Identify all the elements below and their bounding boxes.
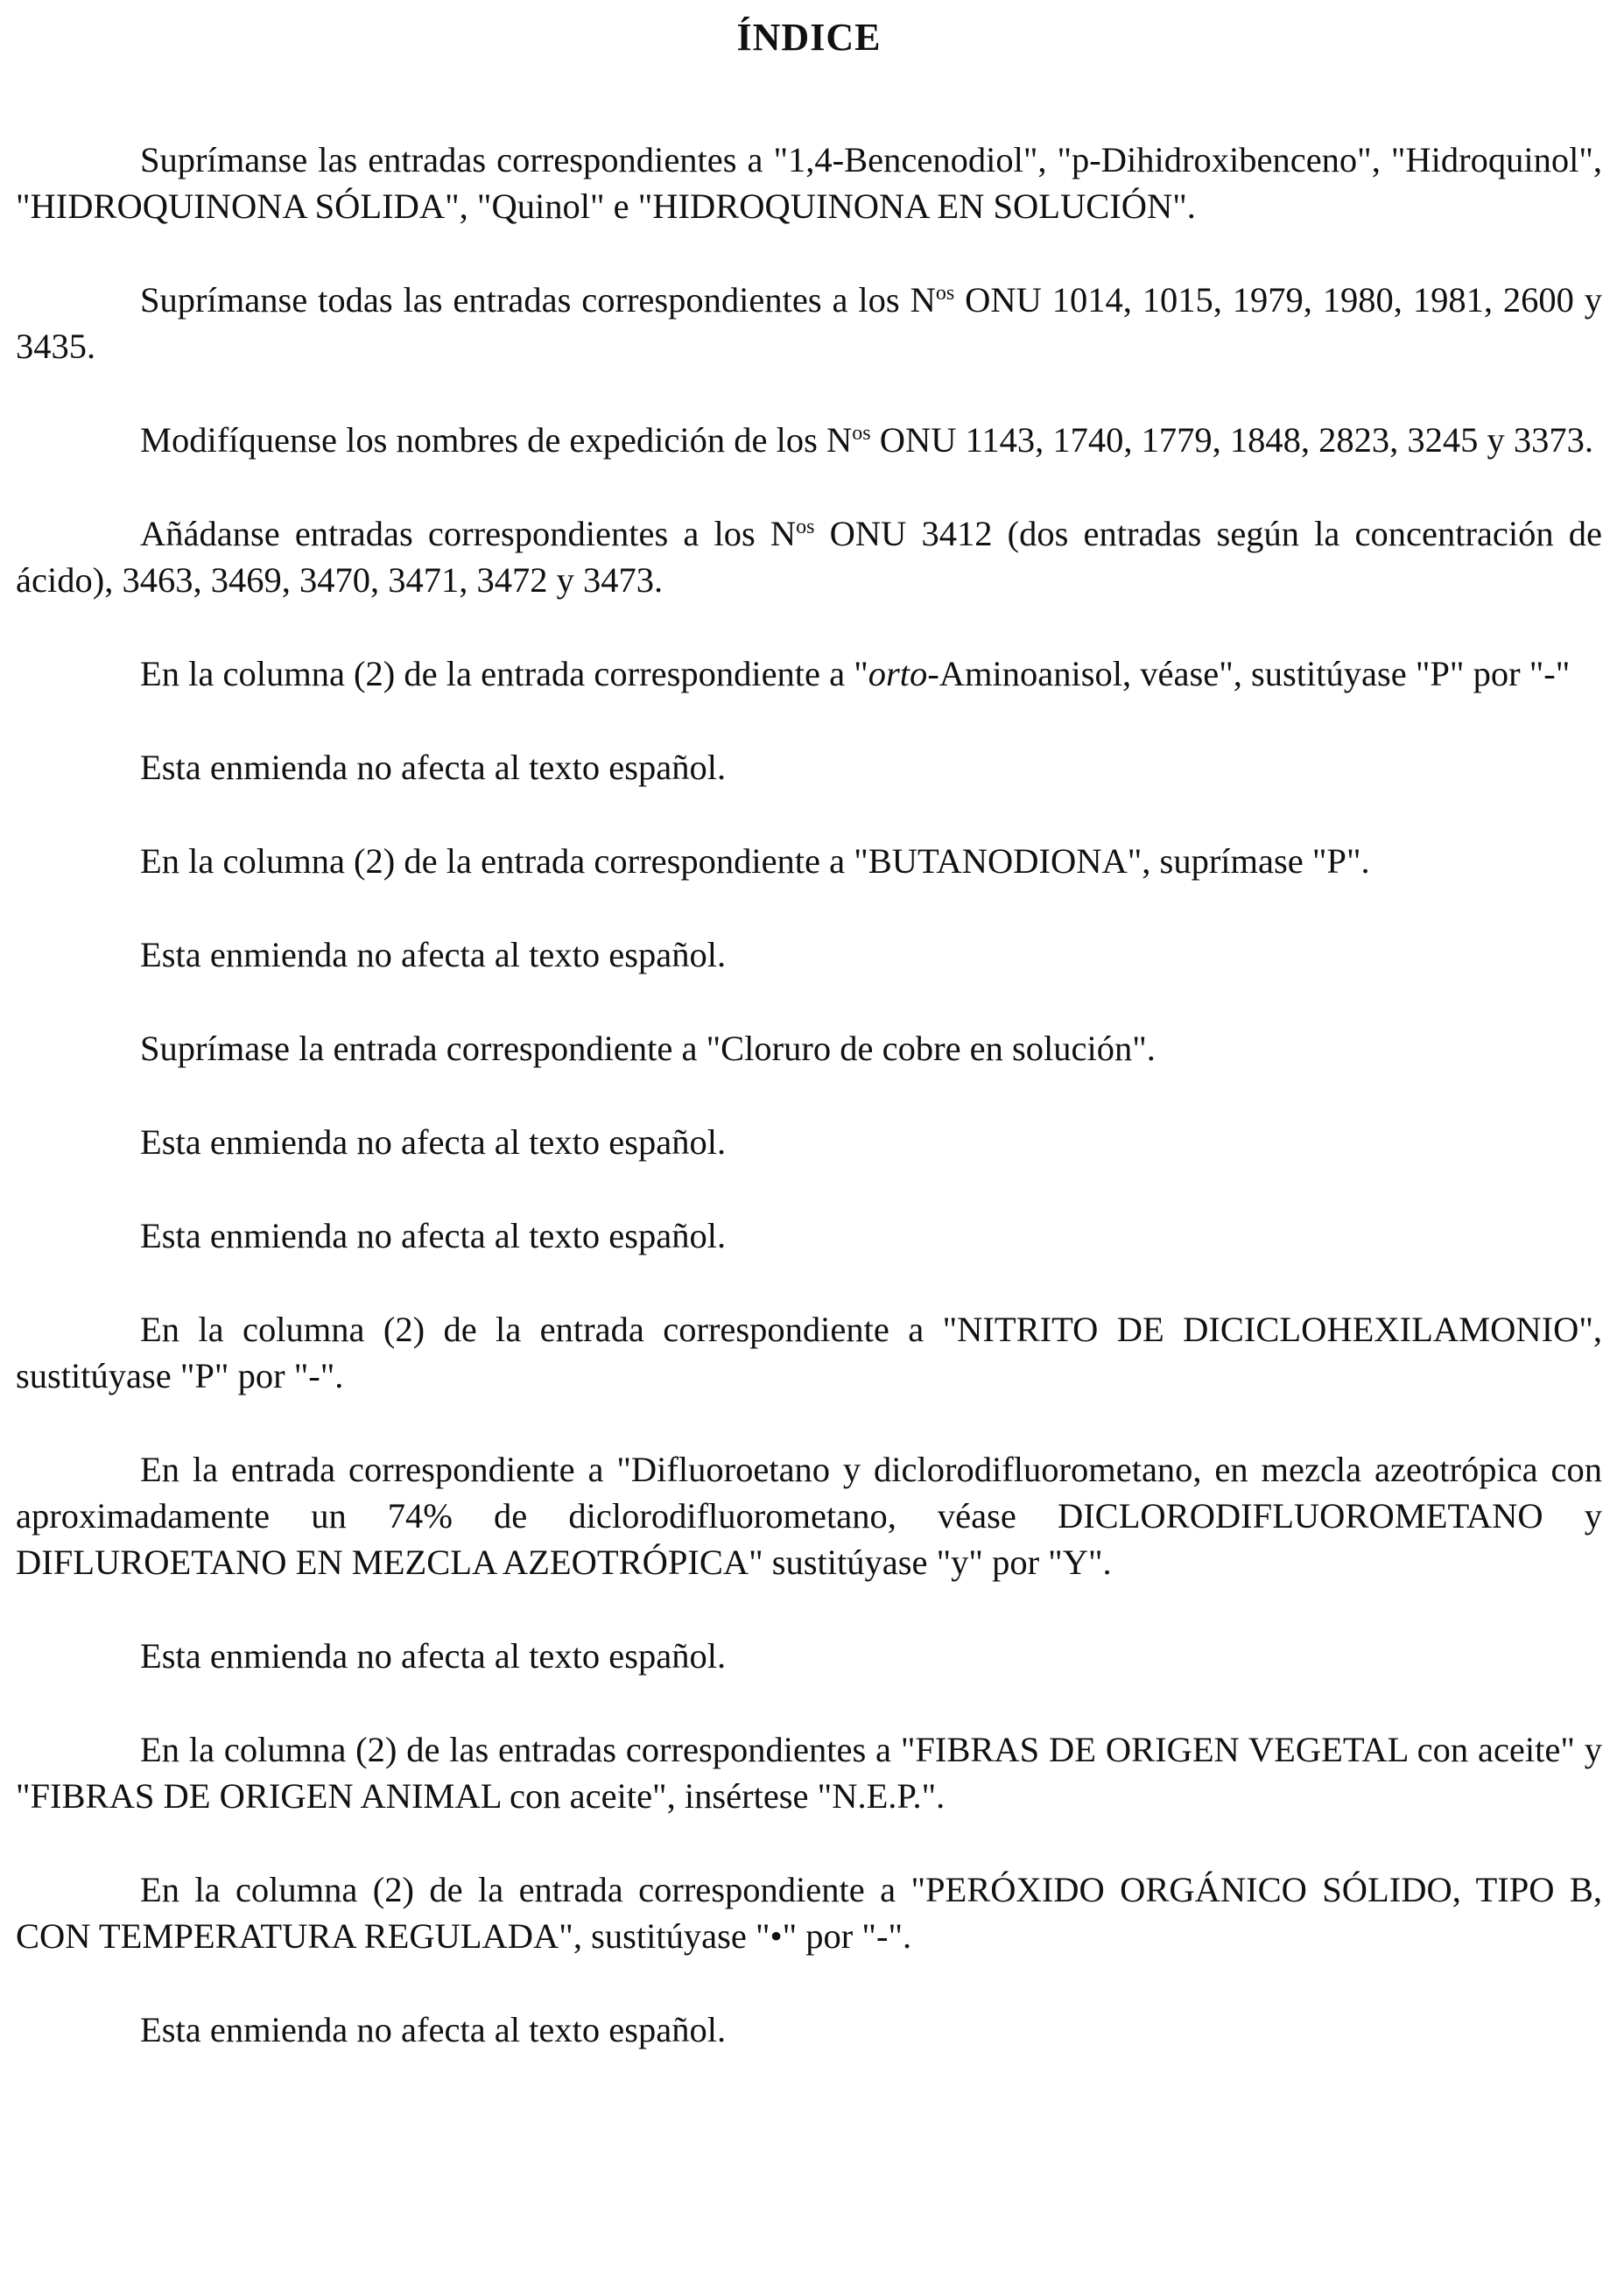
text-segment: ONU 3412 (dos entradas según la concentración de ácido), 3463, 3469, 3470, 3471, 3472 y 3473. xyxy=(16,514,1602,600)
italic-text: orto xyxy=(868,654,928,693)
text-segment: Añádanse entradas correspondientes a los N xyxy=(140,514,797,553)
text-segment: En la columna (2) de la entrada correspondiente a " xyxy=(140,654,868,693)
paragraph-butanodiona: En la columna (2) de la entrada correspondiente a "BUTANODIONA", suprímase "P". xyxy=(140,841,1370,881)
text-segment: Modifíquense los nombres de expedición de los N xyxy=(140,420,853,460)
text-segment: ONU 1143, 1740, 1779, 1848, 2823, 3245 y 3373. xyxy=(870,420,1593,460)
superscript: os xyxy=(796,516,815,538)
note-no-effect: Esta enmienda no afecta al texto español. xyxy=(140,748,727,787)
text-segment: ONU 1014, 1015, 1979, 1980, 1981, 2600 y 3435. xyxy=(16,280,1602,366)
paragraph-aminoanisol xyxy=(16,650,1602,697)
paragraph-peroxido: En la columna (2) de la entrada correspondiente a "PERÓXIDO ORGÁNICO SÓLIDO, TIPO B, CON TEMPERATURA REGULADA", sustitúyase "•" por "-". xyxy=(16,1870,1602,1956)
paragraph-difluoroetano: En la entrada correspondiente a "Difluoroetano y diclorodifluorometano, en mezcla azeotrópica con aproximadamente un 74% de diclorodifluorometano, véase DICLORODIFLUOROMETANO y DIFLUROETANO EN MEZCLA AZEOTRÓPICA" sustitúyase "y" por "Y". xyxy=(16,1450,1602,1582)
paragraph-delete-un-numbers xyxy=(16,277,1602,369)
note-no-effect: Esta enmienda no afecta al texto español. xyxy=(140,1122,727,1162)
paragraph-hidroquinona: Suprímanse las entradas correspondientes a "1,4-Bencenodiol", "p-Dihidroxibenceno", "Hidroquinol", "HIDROQUINONA SÓLIDA", "Quinol" e "HIDROQUINONA EN SOLUCIÓN". xyxy=(16,140,1602,226)
note-no-effect: Esta enmienda no afecta al texto español. xyxy=(140,1216,727,1255)
superscript: os xyxy=(935,282,955,305)
note-no-effect: Esta enmienda no afecta al texto español. xyxy=(140,935,727,974)
paragraph-fibras: En la columna (2) de las entradas correspondientes a "FIBRAS DE ORIGEN VEGETAL con aceite" y "FIBRAS DE ORIGEN ANIMAL con aceite", insértese "N.E.P.". xyxy=(16,1730,1602,1816)
document-page xyxy=(16,16,1602,2053)
paragraph-modify-shipping-names xyxy=(16,417,1602,463)
text-segment: Suprímanse todas las entradas correspondientes a los N xyxy=(140,280,936,320)
paragraph-cloruro-cobre: Suprímase la entrada correspondiente a "Cloruro de cobre en solución". xyxy=(140,1029,1156,1068)
page-title: ÍNDICE xyxy=(736,16,882,59)
paragraph-add-entries xyxy=(16,510,1602,603)
note-no-effect: Esta enmienda no afecta al texto español. xyxy=(140,1636,727,1676)
note-no-effect: Esta enmienda no afecta al texto español. xyxy=(140,2010,727,2049)
text-segment: -Aminoanisol, véase", sustitúyase "P" por "-" xyxy=(927,654,1571,693)
paragraph-nitrito: En la columna (2) de la entrada correspondiente a "NITRITO DE DICICLOHEXILAMONIO", sustitúyase "P" por "-". xyxy=(16,1310,1602,1395)
superscript: os xyxy=(852,422,871,445)
